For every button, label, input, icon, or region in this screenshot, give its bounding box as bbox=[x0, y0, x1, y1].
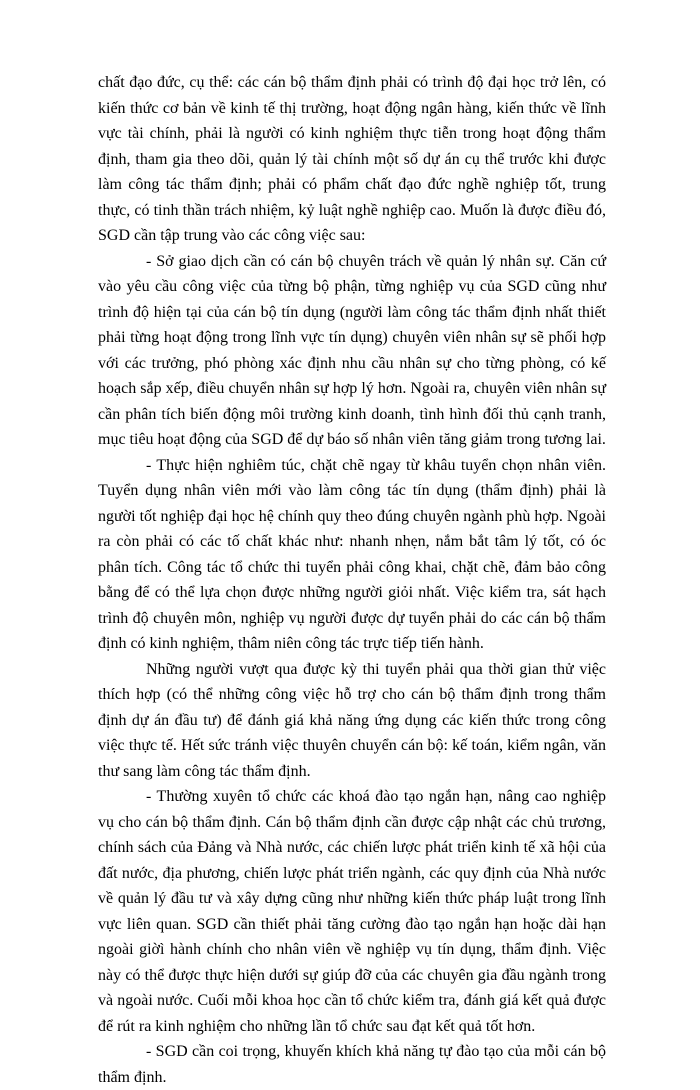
paragraph-self-training: - SGD cần coi trọng, khuyến khích khả năng tự đào tạo của mỗi cán bộ thẩm định. bbox=[98, 1043, 606, 1086]
paragraph-training: - Thường xuyên tổ chức các khoá đào tạo ngắn hạn, nâng cao nghiệp vụ cho cán bộ thẩm định. Cán bộ thẩm định cần được cập nhật các chủ trương, chính sách của Đảng và Nhà nước, các chiến lược phát triển kinh tế xã hội của đất nước, địa phương, chiến lược phát triển ngành, các quy định của Nhà nước về quản lý đầu tư và xây dựng cũng như những kiến thức pháp luật trong lĩnh vực liên quan. SGD cần thiết phải tăng cường đào tạo ngắn hạn hoặc dài hạn ngoài giờì hành chính cho nhân viên về nghiệp vụ tín dụng, thẩm định. Việc này có thể được thực hiện dưới sự giúp đỡ của các chuyên gia đầu ngành trong và ngoài nước. Cuối mỗi khoa học cần tổ chức kiểm tra, đánh giá kết quả được để rút ra kinh nghiệm cho những lần tổ chức sau đạt kết quả tốt hơn. bbox=[98, 788, 606, 1035]
paragraph-hr-management: - Sở giao dịch cần có cán bộ chuyên trách về quản lý nhân sự. Căn cứ vào yêu cầu công việc của từng bộ phận, từng nghiệp vụ của SGD cũng như trình độ hiện tại của cán bộ tín dụng (người làm công tác thẩm định nhất thiết phải từng hoạt động trong lĩnh vực tín dụng) chuyên viên nhân sự sẽ phối hợp với các trưởng, phó phòng xác định nhu cầu nhân sự cho từng phòng, có kế hoạch sắp xếp, điều chuyển nhân sự hợp lý hơn. Ngoài ra, chuyên viên nhân sự cần phân tích biến động môi trường kinh doanh, tình hình đối thủ cạnh tranh, mục tiêu hoạt động của SGD để dự báo số nhân viên tăng giảm trong tương lai. bbox=[98, 252, 606, 448]
paragraph-recruitment: - Thực hiện nghiêm túc, chặt chẽ ngay từ khâu tuyển chọn nhân viên. Tuyển dụng nhân viên mới vào làm công tác tín dụng (thẩm định) phải là người tốt nghiệp đại học hệ chính quy theo đúng chuyên ngành phù hợp. Ngoài ra còn phải có các tố chất khác như: nhanh nhẹn, nắm bắt tâm lý tốt, có óc phân tích. Công tác tổ chức thi tuyển phải công khai, chặt chẽ, đảm bảo công bằng để có thể lựa chọn được những người giỏi nhất. Việc kiểm tra, sát hạch trình độ chuyên môn, nghiệp vụ người được dự tuyển phải do các cán bộ thẩm định có kinh nghiệm, thâm niên công tác trực tiếp tiến hành. bbox=[98, 456, 606, 652]
paragraph-intro: chất đạo đức, cụ thể: các cán bộ thẩm định phải có trình độ đại học trở lên, có kiến thức cơ bản về kinh tế thị trường, hoạt động ngân hàng, kiến thức về lĩnh vực tài chính, phải là người có kinh nghiệm thực tiễn trong hoạt động thẩm định, tham gia theo dõi, quản lý tài chính một số dự án cụ thể trước khi được làm công tác thẩm định; phải có phẩm chất đạo đức nghề nghiệp tốt, trung thực, có tinh thần trách nhiệm, kỷ luật nghề nghiệp cao. Muốn là được điều đó, SGD cần tập trung vào các công việc sau: bbox=[98, 74, 606, 244]
document-body bbox=[98, 70, 606, 1090]
paragraph-probation: Những người vượt qua được kỳ thi tuyển phải qua thời gian thử việc thích hợp (có thể những công việc hỗ trợ cho cán bộ thẩm định trong thẩm định dự án đầu tư) để đánh giá khả năng ứng dụng các kiến thức trong công việc thực tế. Hết sức tránh việc thuyên chuyển cán bộ: kế toán, kiểm ngân, văn thư sang làm công tác thẩm định. bbox=[98, 660, 606, 780]
